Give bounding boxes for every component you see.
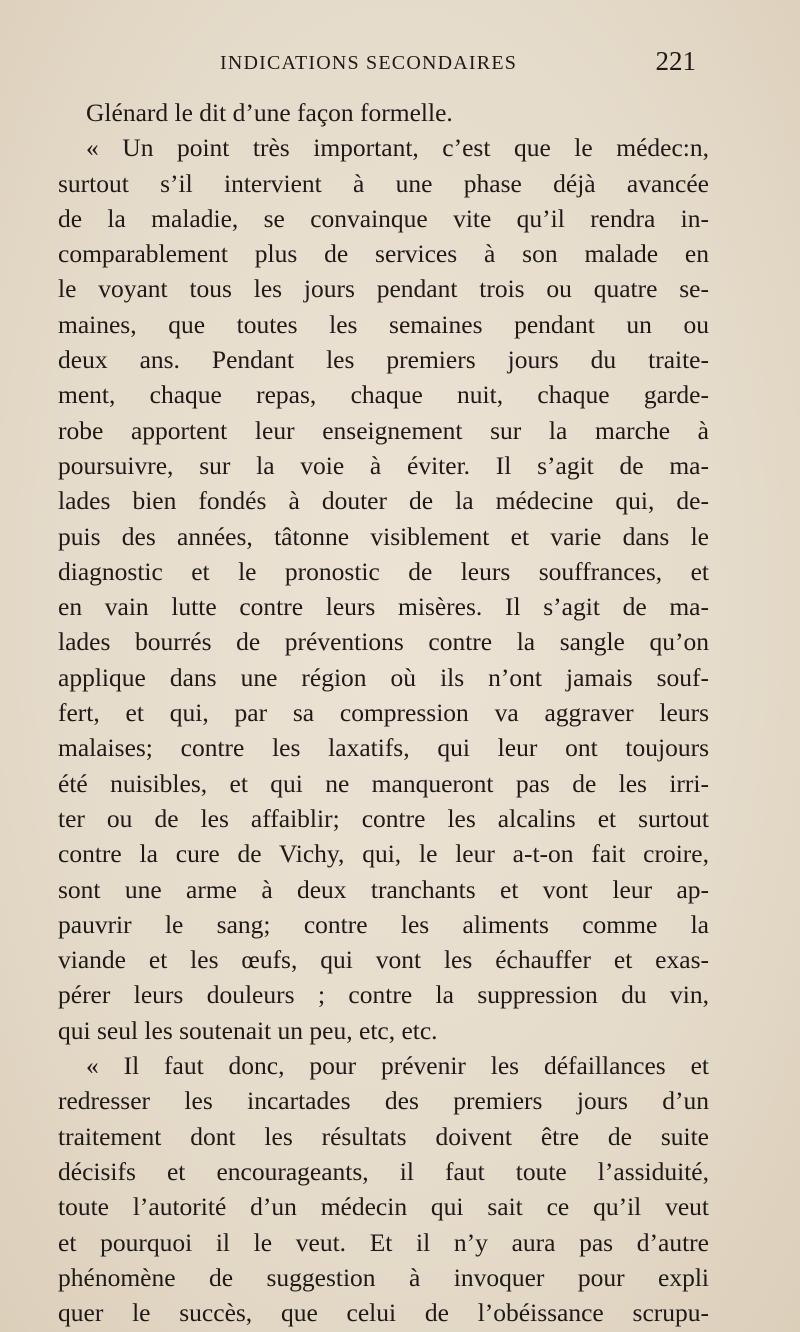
text-line: « Il faut donc, pour prévenir les défaillances et	[86, 1051, 709, 1081]
text-line: pauvrir le sang; contre les aliments comme la	[58, 909, 709, 939]
text-line: quer le succès, que celui de l’obéissance scrupu-	[58, 1298, 709, 1328]
text-line: ter ou de les affaiblir; contre les alcalins et surtout	[58, 803, 709, 833]
text-line: le voyant tous les jours pendant trois ou quatre se-	[58, 274, 709, 304]
text-line: « Un point très important, c’est que le médec:n,	[86, 133, 709, 163]
text-line: de la maladie, se convainque vite qu’il rendra in-	[58, 203, 709, 233]
text-line: toute l’autorité d’un médecin qui sait ce qu’il veut	[58, 1192, 709, 1222]
text-line: comparablement plus de services à son malade en	[58, 239, 709, 269]
page-number: 221	[655, 46, 696, 76]
text-line: pérer leurs douleurs ; contre la suppression du vin,	[58, 980, 709, 1010]
text-line: lades bien fondés à douter de la médecine qui, de-	[58, 486, 709, 516]
text-line: surtout s’il intervient à une phase déjà avancée	[58, 168, 709, 198]
text-line: maines, que toutes les semaines pendant un ou	[58, 309, 709, 339]
text-line: Glénard le dit d’une façon formelle.	[86, 98, 453, 127]
text-line: ment, chaque repas, chaque nuit, chaque garde-	[58, 380, 709, 410]
text-line: malaises; contre les laxatifs, qui leur ont toujours	[58, 733, 709, 763]
text-line: traitement dont les résultats doivent être de suite	[58, 1121, 709, 1151]
text-line: contre la cure de Vichy, qui, le leur a-t-on fait croire,	[58, 839, 709, 869]
text-line: puis des années, tâtonne visiblement et varie dans le	[58, 521, 709, 551]
text-line: robe apportent leur enseignement sur la marche à	[58, 415, 709, 445]
text-line: deux ans. Pendant les premiers jours du traite-	[58, 345, 709, 375]
text-line: lades bourrés de préventions contre la sangle qu’on	[58, 627, 709, 657]
text-line: et pourquoi il le veut. Et il n’y aura pas d’autre	[58, 1227, 709, 1257]
text-line: été nuisibles, et qui ne manqueront pas de les irri-	[58, 768, 709, 798]
text-line: phénomène de suggestion à invoquer pour expli	[58, 1262, 709, 1292]
page-header	[220, 48, 700, 78]
text-line: qui seul les soutenait un peu, etc, etc.	[58, 1015, 438, 1045]
body-text	[58, 95, 709, 1330]
text-line: décisifs et encourageants, il faut toute l’assiduité,	[58, 1156, 709, 1186]
text-line: poursuivre, sur la voie à éviter. Il s’agit de ma-	[58, 450, 709, 480]
text-line: viande et les œufs, qui vont les échauffer et exas-	[58, 945, 709, 975]
text-line: en vain lutte contre leurs misères. Il s’agit de ma-	[58, 592, 709, 622]
text-line: redresser les incartades des premiers jours d’un	[58, 1086, 709, 1116]
running-head: INDICATIONS SECONDAIRES	[220, 52, 518, 74]
text-line: diagnostic et le pronostic de leurs souffrances, et	[58, 556, 709, 586]
text-line: fert, et qui, par sa compression va aggraver leurs	[58, 698, 709, 728]
text-line: applique dans une région où ils n’ont jamais souf-	[58, 662, 709, 692]
text-line: sont une arme à deux tranchants et vont leur ap-	[58, 874, 709, 904]
